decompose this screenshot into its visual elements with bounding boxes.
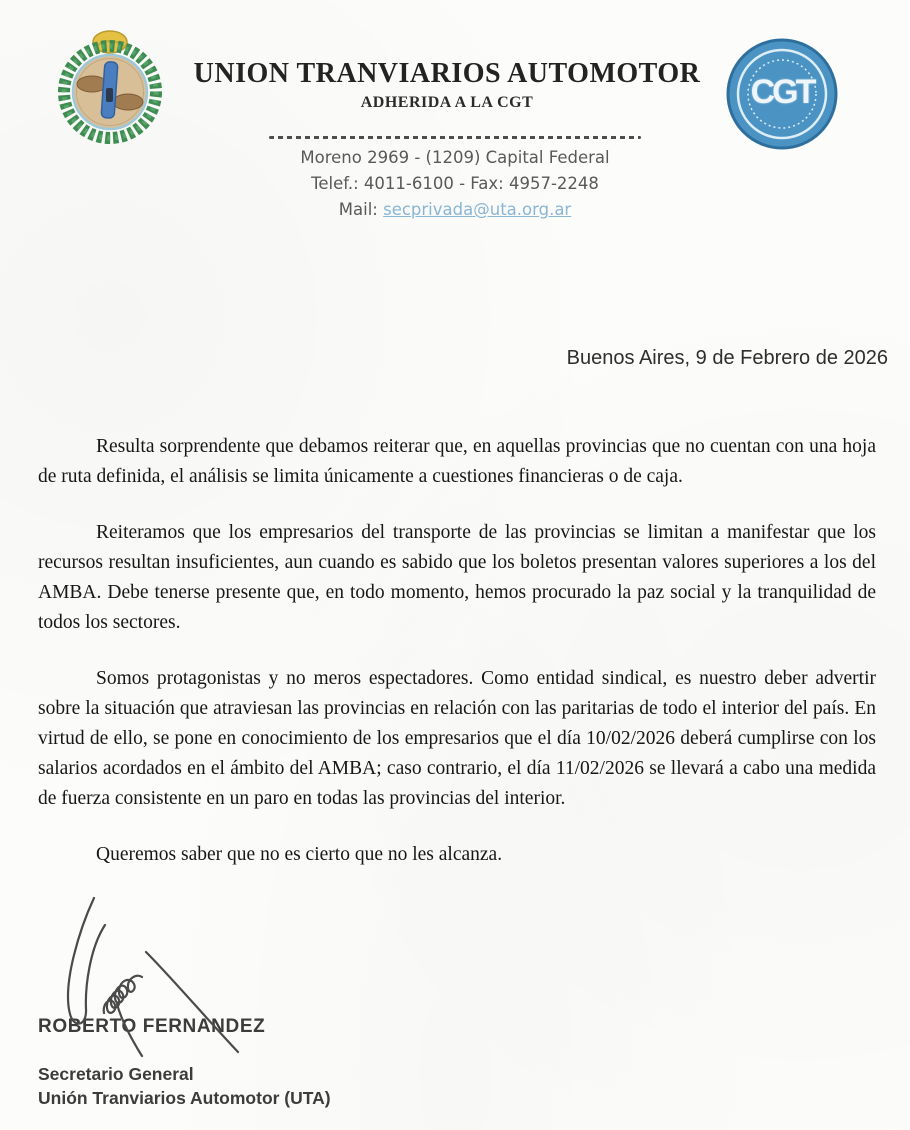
letterhead-center — [168, 26, 726, 112]
address-line-3 — [0, 197, 910, 223]
signature-block — [0, 898, 910, 1110]
uta-emblem-icon — [52, 26, 168, 146]
cgt-logo — [726, 38, 838, 150]
org-subtitle: ADHERIDA A LA CGT — [360, 94, 534, 111]
mail-label: Mail: — [338, 200, 378, 219]
letter-body — [0, 432, 910, 870]
address-line-1: Moreno 2969 - (1209) Capital Federal — [300, 148, 610, 167]
address-line-2: Telef.: 4011-6100 - Fax: 4957-2248 — [311, 174, 599, 193]
dashed-separator — [269, 136, 641, 139]
mail-link[interactable]: secprivada@uta.org.ar — [383, 200, 572, 219]
paragraph-3: Somos protagonistas y no meros espectadores. Como entidad sindical, es nuestro deber advertir sobre la situación que atraviesan las provincias en relación con las paritarias de todo el interior del país. En virtud de ello, se pone en conocimiento de los empresarios que el día 10/02/2026 deberá cumplirse con los salarios acordados en el ámbito del AMBA; caso contrario, el día 11/02/2026 se llevará a cabo una medida de fuerza consistente en un paro en todas las provincias del interior. — [38, 668, 876, 809]
uta-logo — [52, 26, 168, 146]
letterhead — [0, 0, 910, 150]
date-line: Buenos Aires, 9 de Febrero de 2026 — [566, 347, 888, 369]
signer-org: Unión Tranviarios Automotor (UTA) — [38, 1088, 331, 1108]
signer-name: ROBERTO FERNANDEZ — [38, 1016, 266, 1037]
signer-title: Secretario General — [38, 1064, 194, 1084]
paragraph-1: Resulta sorprendente que debamos reiterar que, en aquellas provincias que no cuentan con una hoja de ruta definida, el análisis se limita únicamente a cuestiones financieras o de caja. — [38, 436, 876, 487]
cgt-letters: CGT — [750, 72, 814, 111]
paragraph-4: Queremos saber que no es cierto que no les alcanza. — [96, 844, 503, 865]
paragraph-2: Reiteramos que los empresarios del transporte de las provincias se limitan a manifestar que los recursos resultan insuficientes, aun cuando es sabido que los boletos presentan valores superiores a los del AMBA. Debe tenerse presente que, en todo momento, hemos procurado la paz social y la tranquilidad de todos los sectores. — [38, 522, 876, 633]
org-title: UNION TRANVIARIOS AUTOMOTOR — [193, 58, 701, 89]
